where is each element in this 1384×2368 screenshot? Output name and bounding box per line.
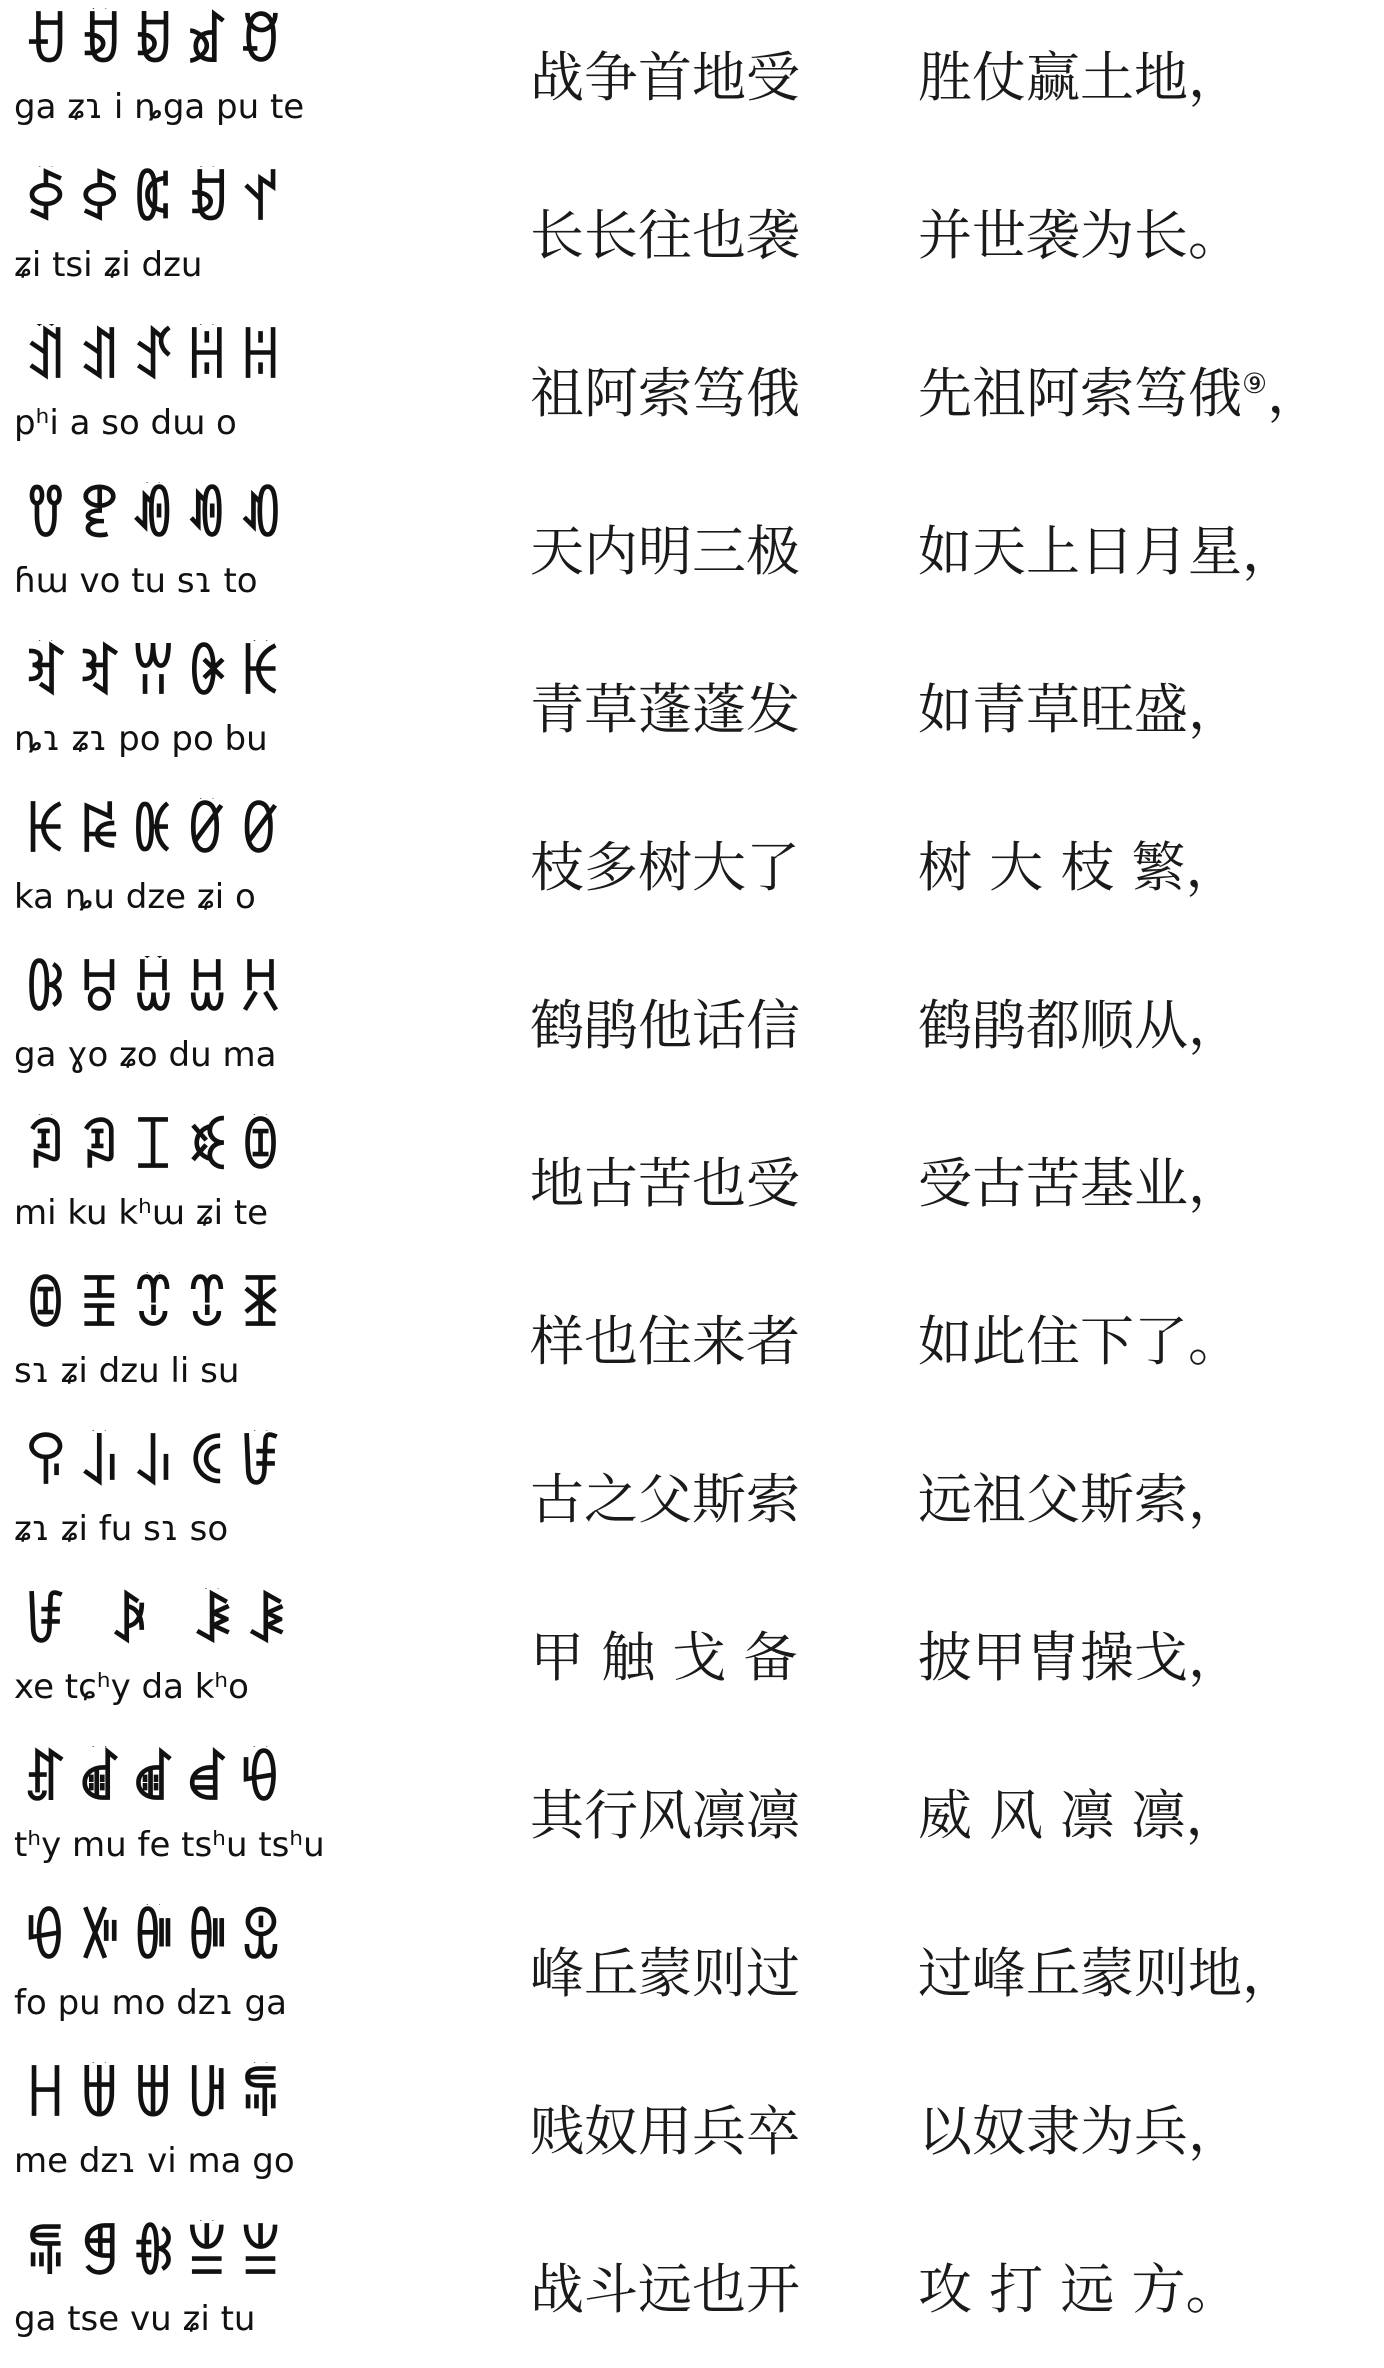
- free-translation: [918, 1304, 1378, 1380]
- romanization: me dzɿ vi ma go: [14, 2141, 295, 2181]
- literal-translation: 祖阿索笃俄: [530, 362, 800, 425]
- original-script-cell: [10, 790, 450, 946]
- original-glyphs: ꁄꁅꁆꁇꁈ: [24, 2222, 293, 2287]
- free-translation-text: 鹤鹃都顺从，: [918, 994, 1242, 1057]
- free-translation: [918, 40, 1378, 116]
- literal-translation: 战争首地受: [530, 46, 800, 109]
- free-translation: [918, 830, 1378, 906]
- free-translation-text: 如青草旺盛，: [918, 678, 1242, 741]
- verse-row-15: [0, 2212, 1384, 2368]
- literal-translation: 鹤鹃他话信: [530, 994, 800, 1057]
- free-translation-text: 远祖父斯索，: [918, 1468, 1242, 1531]
- romanization: ɦɯ vo tu sɿ to: [14, 561, 258, 601]
- literal-translation: 长长往也袭: [530, 204, 800, 267]
- free-translation-text: 受古苦基业，: [918, 1152, 1242, 1215]
- original-script-cell: [10, 2212, 450, 2368]
- verse-row-3: [0, 316, 1384, 472]
- free-translation-text: 并世袭为长。: [918, 204, 1242, 267]
- verse-row-8: [0, 1106, 1384, 1262]
- verse-row-5: [0, 632, 1384, 788]
- original-glyphs: ꀬꀭꀮꀯꀰ: [24, 1432, 293, 1497]
- romanization: mi ku kʰɯ ʑi te: [14, 1193, 269, 1233]
- romanization: ʑi tsi ʑi dzu: [14, 245, 203, 285]
- literal-translation: 甲 触 戈 备: [530, 1626, 798, 1689]
- original-script-cell: [10, 2054, 450, 2210]
- romanization: ȵɿ ʑɿ po po bu: [14, 719, 268, 759]
- free-translation-text: 过峰丘蒙则地，: [918, 1942, 1296, 2005]
- romanization: sɿ ʑi dzu li su: [14, 1351, 240, 1391]
- verse-row-9: [0, 1264, 1384, 1420]
- romanization: ʑɿ ʑi fu sɿ so: [14, 1509, 229, 1549]
- original-glyphs: ꀧꀨꀩꀪꀫ: [24, 1274, 293, 1339]
- verse-row-12: [0, 1738, 1384, 1894]
- original-script-cell: [10, 474, 450, 630]
- free-translation: [918, 2094, 1378, 2170]
- verse-row-10: [0, 1422, 1384, 1578]
- verse-row-7: [0, 948, 1384, 1104]
- original-glyphs: ꀢꀣꀤꀥꀦ: [24, 1116, 293, 1181]
- free-translation: [918, 1146, 1378, 1222]
- verse-row-2: [0, 158, 1384, 314]
- literal-translation: 天内明三极: [530, 520, 800, 583]
- original-glyphs: ꀎꀏꀐꀑꀒ: [24, 484, 293, 549]
- free-translation: [918, 1462, 1378, 1538]
- literal-translation: 战斗远也开: [530, 2258, 800, 2321]
- original-glyphs: ꀝꀞꀟꀠꀡ: [24, 958, 293, 1023]
- original-script-cell: [10, 1264, 450, 1420]
- verse-row-1: [0, 0, 1384, 156]
- free-translation-text: 攻 打 远 方。: [918, 2258, 1240, 2321]
- verse-row-14: [0, 2054, 1384, 2210]
- free-translation: [918, 2252, 1378, 2328]
- free-translation: [918, 514, 1378, 590]
- original-glyphs: ꀀꀁꀂꀃꀄ: [24, 10, 293, 75]
- original-script-cell: [10, 316, 450, 472]
- free-translation: [918, 356, 1378, 432]
- romanization: ka ȵu dze ʑi o: [14, 877, 256, 917]
- original-script-cell: [10, 1106, 450, 1262]
- original-script-cell: [10, 158, 450, 314]
- original-script-cell: [10, 1738, 450, 1894]
- free-translation-text: 如天上日月星，: [918, 520, 1296, 583]
- original-script-cell: [10, 1580, 450, 1736]
- free-translation-text: 胜仗赢土地，: [918, 46, 1242, 109]
- literal-translation: 贱奴用兵卒: [530, 2100, 800, 2163]
- romanization: xe tɕʰy da kʰo: [14, 1667, 249, 1707]
- original-glyphs: ꀺꀻꀼꀽꀾ: [24, 1906, 293, 1971]
- free-translation: [918, 1620, 1378, 1696]
- verse-row-11: [0, 1580, 1384, 1736]
- original-glyphs: ꀿꁀꁁꁂꁃ: [24, 2064, 293, 2129]
- romanization: ga ɣo ʑo du ma: [14, 1035, 277, 1075]
- free-translation: [918, 1936, 1378, 2012]
- original-glyphs: ꀉꀊꀋꀌꀍ: [24, 326, 293, 391]
- romanization: ga ʑɿ i ȵga pu te: [14, 87, 305, 127]
- literal-translation: 古之父斯索: [530, 1468, 800, 1531]
- free-translation-text: 树 大 枝 繁，: [918, 836, 1240, 899]
- original-script-cell: [10, 948, 450, 1104]
- free-translation: [918, 1778, 1378, 1854]
- free-translation-comma: ，: [1267, 362, 1322, 425]
- literal-translation: 枝多树大了: [530, 836, 800, 899]
- original-script-cell: [10, 632, 450, 788]
- free-translation-text: 以奴隶为兵，: [918, 2100, 1242, 2163]
- romanization: ga tse vu ʑi tu: [14, 2299, 256, 2339]
- verse-row-6: [0, 790, 1384, 946]
- literal-translation: 峰丘蒙则过: [530, 1942, 800, 2005]
- original-glyphs: ꀱ ꀲ ꀳꀴ: [24, 1590, 298, 1655]
- footnote-marker[interactable]: ⑨: [1242, 367, 1268, 400]
- original-glyphs: ꀘꀙꀚꀛꀜ: [24, 800, 293, 865]
- original-glyphs: ꀅꀆꀇꀁꀈ: [24, 168, 293, 233]
- verse-row-13: [0, 1896, 1384, 2052]
- original-glyphs: ꀵꀶꀷꀸꀹ: [24, 1748, 293, 1813]
- free-translation-text: 先祖阿索笃俄: [918, 362, 1242, 425]
- literal-translation: 地古苦也受: [530, 1152, 800, 1215]
- original-script-cell: [10, 0, 450, 156]
- romanization: tʰy mu fe tsʰu tsʰu: [14, 1825, 325, 1865]
- literal-translation: 青草蓬蓬发: [530, 678, 800, 741]
- literal-translation: 其行风凛凛: [530, 1784, 800, 1847]
- free-translation-text: 如此住下了。: [918, 1310, 1242, 1373]
- free-translation: [918, 672, 1378, 748]
- free-translation: [918, 198, 1378, 274]
- romanization: fo pu mo dzɿ ga: [14, 1983, 287, 2023]
- free-translation-text: 披甲胄操戈，: [918, 1626, 1242, 1689]
- original-script-cell: [10, 1422, 450, 1578]
- romanization: pʰi a so dɯ o: [14, 403, 237, 443]
- original-glyphs: ꀓꀔꀕꀖꀗ: [24, 642, 293, 707]
- original-script-cell: [10, 1896, 450, 2052]
- free-translation-text: 威 风 凛 凛，: [918, 1784, 1240, 1847]
- free-translation: [918, 988, 1378, 1064]
- literal-translation: 样也住来者: [530, 1310, 800, 1373]
- verse-row-4: [0, 474, 1384, 630]
